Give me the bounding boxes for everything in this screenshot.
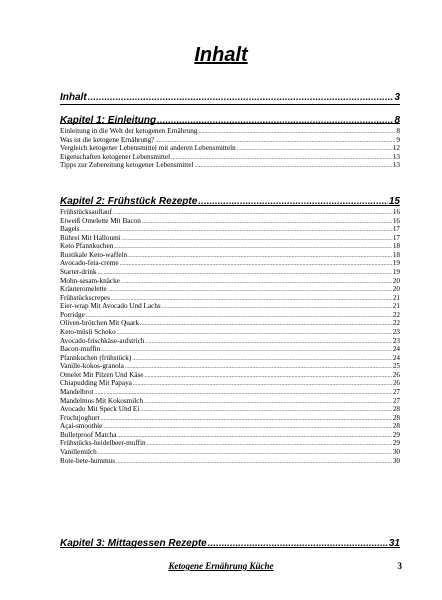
toc-entry-label: Vanillemilch [60, 447, 97, 456]
toc-separator [60, 104, 400, 105]
toc-entry-label: Vergleich ketogener Lebensmittel mit anderen Lebensmitteln [60, 144, 236, 153]
toc-leader-dots [237, 146, 392, 152]
toc-entry[interactable] [60, 439, 400, 447]
toc-entry[interactable] [60, 153, 400, 161]
toc-leader-dots [101, 416, 392, 422]
toc-entry-page: 19 [392, 259, 400, 268]
toc-entry-label: Frühstücks-heidelbeer-muffin [60, 439, 146, 448]
toc-entry[interactable] [60, 136, 400, 144]
toc-chapter-entry[interactable] [60, 92, 400, 103]
toc-leader-dots [101, 347, 392, 353]
toc-entry-label: Fruchtjoghurt [60, 413, 100, 422]
toc-entry[interactable] [60, 354, 400, 362]
toc-entry-label: Mohn-sesam-knäcke [60, 276, 120, 285]
toc-entry-page: 31 [388, 538, 400, 549]
toc-leader-dots [140, 407, 391, 413]
toc-leader-dots [98, 270, 392, 276]
toc-entry-page: 29 [392, 439, 400, 448]
toc-entry[interactable] [60, 277, 400, 285]
toc-leader-dots [103, 424, 391, 430]
toc-entry-page: 27 [392, 387, 400, 396]
toc-entry[interactable] [60, 217, 400, 225]
toc-entry-label: Eigenschaften ketogener Lebensmittel [60, 152, 171, 161]
toc-entry[interactable] [60, 431, 400, 439]
toc-entry-label: Pfannkuchen (frühstück) [60, 353, 132, 362]
toc-entry-page: 25 [392, 362, 400, 371]
toc-separator [60, 123, 400, 124]
toc-entry[interactable] [60, 405, 400, 413]
toc-entry[interactable] [60, 251, 400, 259]
toc-entry[interactable] [60, 397, 400, 405]
toc-leader-dots [194, 163, 391, 169]
toc-separator [60, 547, 400, 548]
toc-entry-page: 9 [396, 135, 400, 144]
toc-entry-label: Omelet Mit Pilzen Und Käse [60, 370, 144, 379]
toc-entry-page: 30 [392, 456, 400, 465]
toc-entry-page: 12 [392, 144, 400, 153]
toc-entry[interactable] [60, 208, 400, 216]
toc-leader-dots [122, 236, 392, 242]
toc-entry-page: 16 [392, 208, 400, 216]
toc-entry[interactable] [60, 448, 400, 456]
toc-entry[interactable] [60, 144, 400, 152]
toc-entry[interactable] [60, 234, 400, 242]
toc-entry[interactable] [60, 337, 400, 345]
toc-entry-label: Rustikale Keto-waffeln [60, 250, 128, 259]
toc-entry-label: Keto-müsli Schoko [60, 327, 116, 336]
toc-entry-page: 23 [392, 336, 400, 345]
toc-entry-page: 28 [392, 405, 400, 414]
toc-entry[interactable] [60, 225, 400, 233]
toc-entry-page: 17 [392, 233, 400, 242]
toc-leader-dots [171, 155, 392, 161]
toc-entry-page: 23 [392, 327, 400, 336]
footer-book-title: Ketogene Ernährung Küche [168, 561, 274, 571]
toc-leader-dots [128, 253, 392, 259]
toc-entry-page: 8 [394, 115, 400, 126]
toc-entry-page: 21 [392, 302, 400, 311]
toc-entry-page: 20 [392, 276, 400, 285]
toc-entry-page: 29 [392, 430, 400, 439]
footer-page-number: 3 [397, 561, 402, 571]
toc-entry[interactable] [60, 371, 400, 379]
toc-leader-dots [147, 441, 392, 447]
toc-entry-label: Eiweiß Omelette Mit Bacon [60, 216, 141, 225]
toc-entry[interactable] [60, 259, 400, 267]
toc-entry-label: Bagels [60, 225, 80, 234]
toc-entry-label: Chiapudding Mit Papaya [60, 379, 132, 388]
toc-entry-label: Vanille-kokos-granola [60, 362, 124, 371]
toc-entry-label: Avocado-feta-creme [60, 259, 119, 268]
toc-leader-dots [155, 138, 395, 144]
page-title: Inhalt [194, 44, 248, 66]
toc-entry-label: Keto Pfannkuchen [60, 242, 114, 251]
toc-leader-dots [162, 304, 392, 310]
toc-entry-label: Açai-smoothie [60, 422, 103, 431]
toc-entry-label: Rote-bete-hummus [60, 456, 116, 465]
toc-entry-label: Was ist die ketogene Ernährung? [60, 135, 155, 144]
toc-entry[interactable] [60, 388, 400, 396]
toc-entry-page: 18 [392, 242, 400, 251]
toc-leader-dots [142, 219, 392, 225]
toc-entry[interactable] [60, 268, 400, 276]
toc-leader-dots [133, 381, 392, 387]
toc-leader-dots [125, 364, 392, 370]
toc-leader-dots [145, 339, 391, 345]
toc-entry-page: 8 [396, 127, 400, 135]
toc-entry[interactable] [60, 311, 400, 319]
toc-entry-label: Mandelmus Mit Kokosmilch [60, 396, 144, 405]
toc-entry-page: 16 [392, 216, 400, 225]
toc-leader-dots [144, 373, 391, 379]
toc-leader-dots [98, 450, 392, 456]
toc-entry-page: 26 [392, 379, 400, 388]
toc-entry-page: 28 [392, 422, 400, 431]
toc-entry[interactable] [60, 362, 400, 370]
toc-entry-label: Frühstückscrepes [60, 293, 110, 302]
toc-entry[interactable] [60, 127, 400, 135]
toc-entry-label: Frühstücksauflauf [60, 208, 112, 216]
toc-entry-label: Kräuteromelette [60, 285, 107, 294]
toc-leader-dots [118, 433, 392, 439]
toc-leader-dots [81, 227, 392, 233]
toc-entry[interactable] [60, 302, 400, 310]
toc-entry-label: Kapitel 2: Frühstück Rezepte [60, 196, 198, 207]
toc-entry-label: Kapitel 1: Einleitung [60, 115, 157, 126]
toc-entry-label: Oliven-brötchen Mit Quark [60, 319, 140, 328]
toc-entry-page: 3 [394, 92, 400, 103]
toc-leader-dots [108, 287, 392, 293]
toc-entry-page: 24 [392, 345, 400, 354]
toc-entry-label: Kapitel 3: Mittagessen Rezepte [60, 538, 207, 549]
toc-entry[interactable] [60, 457, 400, 465]
toc-entry-page: 27 [392, 396, 400, 405]
toc-entry-label: Bacon-muffin [60, 345, 101, 354]
toc-entry[interactable] [60, 242, 400, 250]
toc-leader-dots [157, 115, 393, 126]
toc-entry-page: 13 [392, 152, 400, 161]
toc-leader-dots [120, 261, 392, 267]
toc-entry-page: 22 [392, 310, 400, 319]
toc-entry-page: 17 [392, 225, 400, 234]
toc-leader-dots [88, 92, 394, 103]
toc-entry-label: Starter-drink [60, 267, 97, 276]
toc-chapter-entry[interactable] [60, 115, 400, 126]
toc-entry-label: Avocado-frischkäse-aufstrich [60, 336, 145, 345]
toc-entry-label: Einleitung in die Welt der ketogenen Ernährung [60, 127, 198, 135]
toc-entry-page: 18 [392, 250, 400, 259]
toc-entry[interactable] [60, 285, 400, 293]
toc-entry-page: 26 [392, 370, 400, 379]
toc-entry-page: 30 [392, 447, 400, 456]
toc-leader-dots [86, 313, 392, 319]
toc-leader-dots [111, 296, 392, 302]
toc-entry-label: Porridge [60, 310, 85, 319]
toc-entry[interactable] [60, 161, 400, 169]
toc-entry-page: 24 [392, 353, 400, 362]
toc-entry-label: Bulletproof Matcha [60, 430, 117, 439]
toc-leader-dots [198, 129, 395, 135]
toc-entry[interactable] [60, 345, 400, 353]
toc-entry[interactable] [60, 328, 400, 336]
toc-entry-page: 21 [392, 293, 400, 302]
toc-entry-page: 22 [392, 319, 400, 328]
toc-leader-dots [116, 459, 392, 465]
toc-entry-label: Avocado Mit Speck Und Ei [60, 405, 140, 414]
toc-leader-dots [132, 356, 392, 362]
toc-entry-label: Rühreí Mit Halloumi [60, 233, 121, 242]
toc-leader-dots [113, 210, 392, 216]
toc-entry[interactable] [60, 414, 400, 422]
toc-entry-page: 28 [392, 413, 400, 422]
toc-leader-dots [144, 399, 392, 405]
toc-entry[interactable] [60, 294, 400, 302]
toc-entry-page: 13 [392, 161, 400, 170]
toc-leader-dots [121, 279, 392, 285]
toc-entry-page: 19 [392, 267, 400, 276]
toc-entry-page: 20 [392, 285, 400, 294]
toc-entry[interactable] [60, 422, 400, 430]
toc-leader-dots [117, 330, 392, 336]
toc-separator [60, 205, 400, 206]
toc-entry-label: Inhalt [60, 92, 87, 103]
toc-entry-page: 15 [388, 196, 400, 207]
toc-entry[interactable] [60, 379, 400, 387]
toc-entry-label: Tipps zur Zubereitung ketogener Lebensmittel [60, 161, 194, 170]
toc-entry-label: Mandelbrot [60, 387, 94, 396]
toc-entry-label: Eier-wrap Mit Avocado Und Lachs [60, 302, 161, 311]
toc-entry[interactable] [60, 319, 400, 327]
toc-leader-dots [114, 244, 392, 250]
toc-leader-dots [140, 321, 392, 327]
toc-leader-dots [95, 390, 392, 396]
